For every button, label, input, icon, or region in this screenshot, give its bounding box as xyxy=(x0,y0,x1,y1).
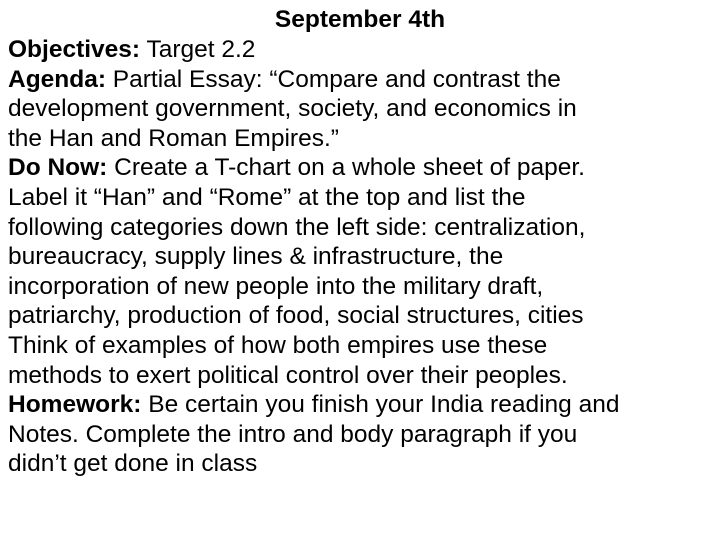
do-now-line-6: patriarchy, production of food, social structures, cities xyxy=(8,302,584,330)
do-now-line-2: Label it “Han” and “Rome” at the top and list the xyxy=(8,183,526,211)
agenda-paragraph xyxy=(8,65,713,154)
slide-body xyxy=(8,35,713,479)
homework-paragraph xyxy=(8,390,713,479)
agenda-line-3: the Han and Roman Empires.” xyxy=(8,124,339,152)
do-now-line-5: incorporation of new people into the military draft, xyxy=(8,272,544,300)
homework-text-1: Be certain you finish your India reading and xyxy=(141,391,620,419)
do-now-label: Do Now: xyxy=(8,154,108,182)
objectives-text: Target 2.2 xyxy=(140,36,256,63)
slide-title: September 4th xyxy=(274,6,446,33)
do-now-paragraph xyxy=(8,153,713,331)
think-paragraph xyxy=(8,331,713,390)
do-now-line-1 xyxy=(8,153,713,183)
objectives-paragraph xyxy=(8,35,713,65)
think-line-2: methods to exert political control over their peoples. xyxy=(8,361,568,389)
agenda-line-2: development government, society, and economics in xyxy=(8,95,577,123)
agenda-text-1: Partial Essay: “Compare and contrast the xyxy=(106,65,561,93)
do-now-text-1: Create a T-chart on a whole sheet of paper. xyxy=(107,154,585,182)
objectives-line xyxy=(8,35,713,65)
agenda-label: Agenda: xyxy=(8,65,106,93)
homework-line-1 xyxy=(8,390,713,420)
homework-label: Homework: xyxy=(8,391,142,419)
do-now-line-3: following categories down the left side: centralization, xyxy=(8,213,586,241)
objectives-label: Objectives: xyxy=(8,36,141,63)
think-line-1: Think of examples of how both empires use these xyxy=(8,331,548,359)
agenda-line-1 xyxy=(8,65,713,95)
do-now-line-4: bureaucracy, supply lines & infrastructure, the xyxy=(8,243,504,271)
homework-line-3: didn’t get done in class xyxy=(8,450,258,478)
homework-line-2: Notes. Complete the intro and body paragraph if you xyxy=(8,420,578,448)
